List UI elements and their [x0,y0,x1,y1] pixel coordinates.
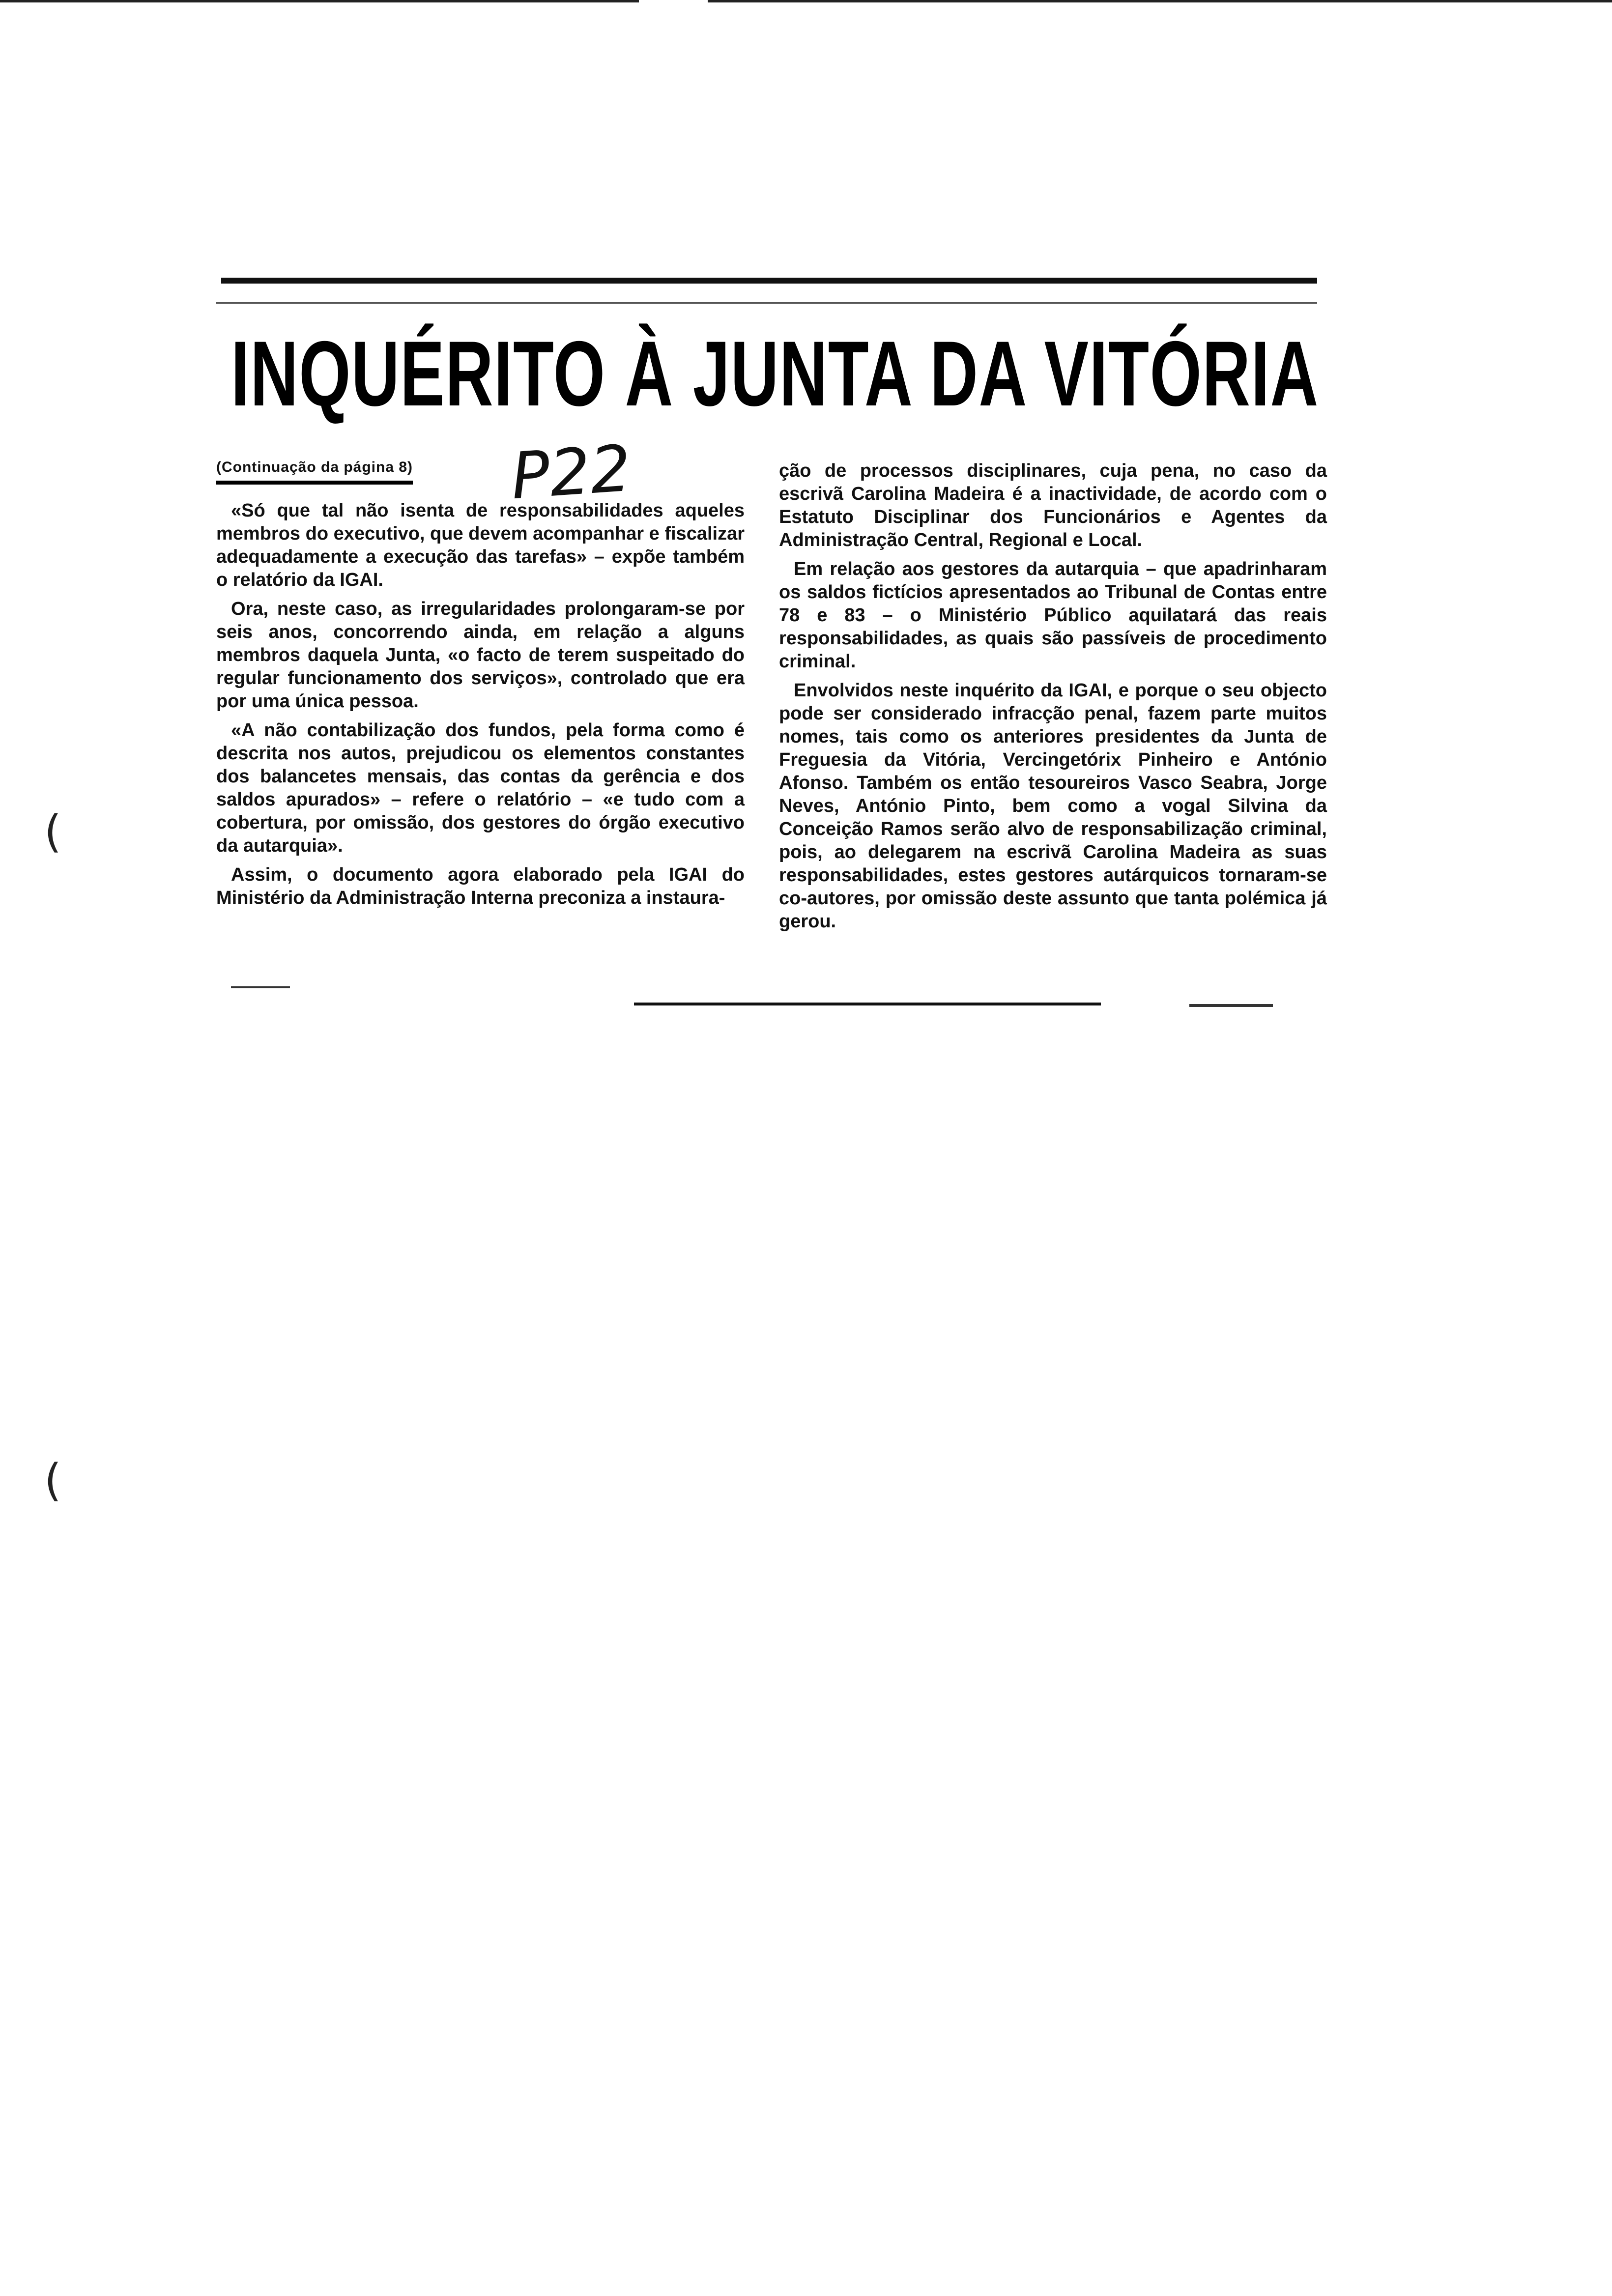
newspaper-clipping [216,278,1327,1015]
continuation-label: (Continuação da página 8) [216,456,413,485]
headline: INQUÉRITO À JUNTA DA VITÓRIA [231,322,1319,425]
bottom-rule-left [231,986,290,988]
paragraph: «Só que tal não isenta de responsabilidades aqueles membros do executivo, que devem acompanhar e fiscalizar adequadamente a execução das tarefas» – expõe também o relatório da IGAI. [216,500,745,590]
paragraph: Envolvidos neste inquérito da IGAI, e porque o seu objecto pode ser considerado infracção penal, fazem parte muitos nomes, tais como os anteriores presidentes da Junta de Freguesia da Vitória, Vercingetórix Pinheiro e António Afonso. Também os então tesoureiros Vasco Seabra, Jorge Neves, António Pinto, bem como a vogal Silvina da Conceição Ramos serão alvo de responsabilização criminal, pois, ao delegarem na escrivã Carolina Madeira as suas responsabilidades, estes gestores autárquicos tornaram-se co-autores, por omissão deste assunto que tanta polémica já gerou. [779,680,1327,932]
paragraph: Assim, o documento agora elaborado pela IGAI do Ministério da Administração Interna preconiza a instaura- [216,864,745,908]
margin-bracket-mark: ( [44,1455,62,1506]
clipping-top-rule [221,278,1317,284]
right-column [779,459,1327,939]
paragraph: Em relação aos gestores da autarquia – que apadrinharam os saldos fictícios apresentados ao Tribunal de Contas entre 78 e 83 – o Ministério Público aquilatará das reais responsabilidades, as quais são passíveis de procedimento criminal. [779,559,1327,672]
paragraph: «A não contabilização dos fundos, pela forma como é descrita nos autos, prejudicou os elementos constantes dos balancetes mensais, das contas da gerência e dos saldos apurados» – refere o relatório – «e tudo com a cobertura, por omissão, dos gestores do órgão executivo da autarquia». [216,720,745,856]
paragraph: Ora, neste caso, as irregularidades prolongaram-se por seis anos, concorrendo ainda, em relação a alguns membros daquela Junta, «o facto de terem suspeitado do regular funcionamento dos serviços», controlado que era por uma única pessoa. [216,599,745,712]
left-column [216,455,745,916]
clipping-thin-rule [216,302,1317,304]
scan-top-rule-right [708,0,1612,2]
paragraph: ção de processos disciplinares, cuja pena, no caso da escrivã Carolina Madeira é a inactividade, de acordo com o Estatuto Disciplinar dos Funcionários e Agentes da Administração Central, Regional e Local. [779,460,1327,550]
bottom-rule-center [634,1003,1101,1005]
scan-top-rule-left [0,0,639,2]
bottom-rule-right [1189,1004,1273,1007]
margin-bracket-mark: ( [44,806,62,858]
handwritten-page-note: P22 [508,430,633,514]
